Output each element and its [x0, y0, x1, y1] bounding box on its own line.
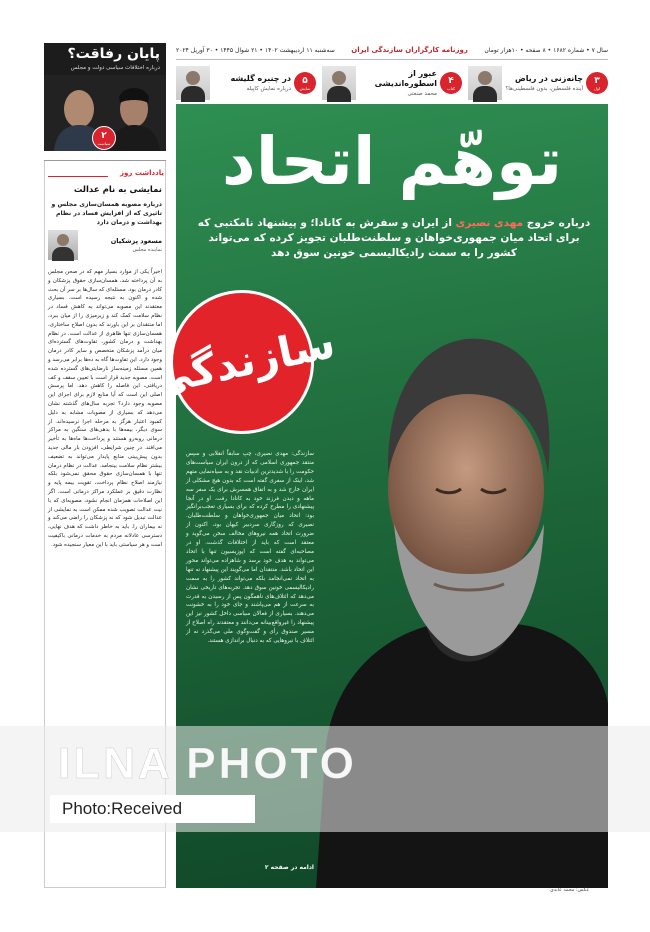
teaser-strip — [176, 63, 608, 103]
watermark-brand: ILNA PHOTO — [58, 739, 357, 788]
teaser-subtitle: آینده فلسطین، بدون فلسطینی‌ها؟ — [505, 85, 583, 92]
column-summary: درباره مصوبه همسان‌سازی مجلس و تاثیری که از افزایش فساد در نظام بهداشت و درمان دارد — [51, 201, 162, 226]
author-name: مسعود پزشکیان — [110, 237, 162, 245]
teaser-item[interactable] — [322, 63, 462, 103]
masthead — [176, 43, 608, 57]
teaser-photo — [322, 66, 356, 100]
photo-credit: عکس: محمد عابدی — [550, 888, 590, 893]
teaser-item[interactable] — [468, 63, 608, 103]
sidebar-teaser-subtitle: درباره اختلافات سیاسی دولت و مجلس — [70, 65, 160, 71]
masthead-divider — [176, 59, 608, 60]
teaser-title: عبور از اسطوره‌اندیشی — [374, 68, 437, 88]
teaser-item[interactable] — [176, 63, 316, 103]
cover-subhead: درباره خروج مهدی نصیری از ایران و سفرش به کانادا؛ و پیشنهاد نامکتبی که برای اتحاد میان جمهوری‌خواهان و سلطنت‌طلبان تجویز کرده که می‌تواند کشور را به سمت رادیکالیسمی خونین سوق دهد — [197, 217, 591, 259]
main-headline[interactable]: توهّم اتحاد — [221, 123, 563, 200]
page-number-badge: ۴ کتاب — [440, 72, 462, 94]
highlighted-name: مهدی نصیری — [455, 217, 524, 229]
sazandegi-logo: سازندگی — [170, 290, 314, 434]
teaser-title: چانه‌زنی در ریاض — [515, 73, 583, 83]
teaser-title: در چنبره گلیشه — [230, 73, 291, 83]
column-body-text: اخیراً یکی از موارد بسیار مهم که در صحن مجلس به آن پرداخته شد، همسان‌سازی حقوق پزشکان و کادر درمان بود. مسئله‌ای که سال‌ها بر سر آن بحث شده و اکنون به نتیجه رسیده است. بسیاری معتقدند این مصوبه می‌تواند به کاهش فساد در نظام سلامت کمک کند و زیرمیزی را از میان ببرد، اما منتقدان بر این باورند که بدون اصلاح ساختاری، همسان‌سازی تنها ظاهری از عدالت است. در نظام بهداشت و درمان کشور، تفاوت‌های گسترده‌ای میان درآمد پزشکان متخصص و سایر کادر درمان وجود دارد. این تفاوت‌ها گاه به ده‌ها برابر می‌رسد و همین مسئله زمینه‌ساز نارضایتی‌های گسترده شده است. مصوبه جدید قرار است با تعیین سقف و کف دریافتی، این فاصله را کاهش دهد. اما پرسش اصلی این است که آیا منابع لازم برای اجرای این مصوبه وجود دارد؟ تجربه سال‌های گذشته نشان می‌دهد که بسیاری از مصوبات مشابه به دلیل کمبود اعتبار هرگز به مرحله اجرا نرسیده‌اند. از سوی دیگر، بیمه‌ها با بدهی‌های سنگین به مراکز درمانی روبه‌رو هستند و پرداخت‌ها ماه‌ها به تأخیر می‌افتد. در چنین شرایطی، افزودن بار مالی جدید بدون پیش‌بینی منابع پایدار می‌تواند به تضعیف بیشتر نظام سلامت بینجامد. عدالت در نظام درمان تنها با همسان‌سازی حقوق محقق نمی‌شود بلکه نیازمند اصلاح نظام پرداخت، تقویت بیمه پایه و نظارت دقیق بر عملکرد مراکز درمانی است. اگر این اصلاحات همزمان انجام نشود، مصوبه‌ای که با نیت عدالت تصویب شده ممکن است به نمایشی از عدالت تبدیل شود که نه پزشکان را راضی می‌کند و نه بیماران را. باید به خاطر داشت که هدف نهایی، دسترسی عادلانه مردم به خدمات درمانی باکیفیت است و هر سیاستی باید با این معیار سنجیده شود. — [48, 269, 162, 548]
teaser-photo — [468, 66, 502, 100]
teaser-subtitle: محمد صنعتی — [407, 90, 437, 97]
author-role: نماینده مجلس — [132, 247, 162, 253]
issue-date: سه‌شنبه ۱۱ اردیبهشت ۱۴۰۲ • ۲۱ شوال ۱۴۴۵ • ۳۰ آوریل ۲۰۲۴ — [176, 46, 335, 54]
author-avatar — [48, 230, 78, 260]
page-number-badge: ۲ سیاست — [92, 126, 116, 150]
teaser-subtitle: درباره نمایش کاپیله — [246, 85, 291, 92]
watermark-received: Photo:Received — [50, 795, 255, 823]
continued-link[interactable]: ادامه در صفحه ۲ — [264, 864, 314, 871]
paper-name[interactable]: روزنامه کارگزاران سازندگی ایران — [351, 46, 468, 54]
issue-info: سال ۷ • شماره ۱۶۸۲ • ۸ صفحه • ۱۰هزار تومان — [484, 46, 608, 54]
column-divider — [44, 160, 166, 161]
column-label-rule — [48, 176, 108, 177]
teaser-photo — [176, 66, 210, 100]
column-author — [48, 228, 162, 262]
cover-body-text: سازندگی: مهدی نصیری، چپ سابقاً انقلابی و سپس منتقد جمهوری اسلامی که از درون ایران سیاست‌های حکومت را با شدیدترین ادبیات نقد و به سیاه‌نمایی متهم شد، اینک از سفری گفته است که بدون هیچ مشکلی از ایران خارج شد و به اتفاق همسرش برای یک سفر سه ماهه و دیدن فرزند خود به کانادا رفت. او در آنجا پیشنهادی را مطرح کرده که برای بسیاری تعجب‌برانگیز بود: اتحاد میان جمهوری‌خواهان و سلطنت‌طلبان. نصیری که روزگاری سردبیر کیهان بود، اکنون از ضرورت اتحاد همه نیروهای مخالف سخن می‌گوید و معتقد است که باید از اختلافات گذشت. او در مصاحبه‌ای گفته است که اپوزیسیون تنها با اتحاد می‌تواند به هدف خود برسد و شاهزاده می‌تواند محور این اتحاد باشد. منتقدان اما می‌گویند این پیشنهاد نه تنها به اتحاد نمی‌انجامد بلکه می‌تواند کشور را به سمت رادیکالیسمی خونین سوق دهد. تجربه‌های تاریخی نشان می‌دهد که ائتلاف‌های ناهمگون پس از رسیدن به قدرت به سرعت از هم می‌پاشند و جای خود را به خشونت می‌دهند. بسیاری از فعالان سیاسی داخل کشور نیز این پیشنهاد را غیرواقع‌بینانه می‌دانند و معتقدند راه اصلاح از مسیر صندوق رأی و گفت‌وگوی ملی می‌گذرد نه از ائتلاف با نیروهایی که به دنبال براندازی هستند. — [186, 451, 314, 645]
sidebar-teaser-title: پایان رفاقت؟ — [67, 46, 160, 62]
page-number-badge: ۳ اول — [586, 72, 608, 94]
column-label: یادداشت روز — [120, 169, 164, 177]
page-number-badge: ۵ نمایش — [294, 72, 316, 94]
column-title[interactable]: نمایشی به نام عدالت — [73, 185, 162, 195]
